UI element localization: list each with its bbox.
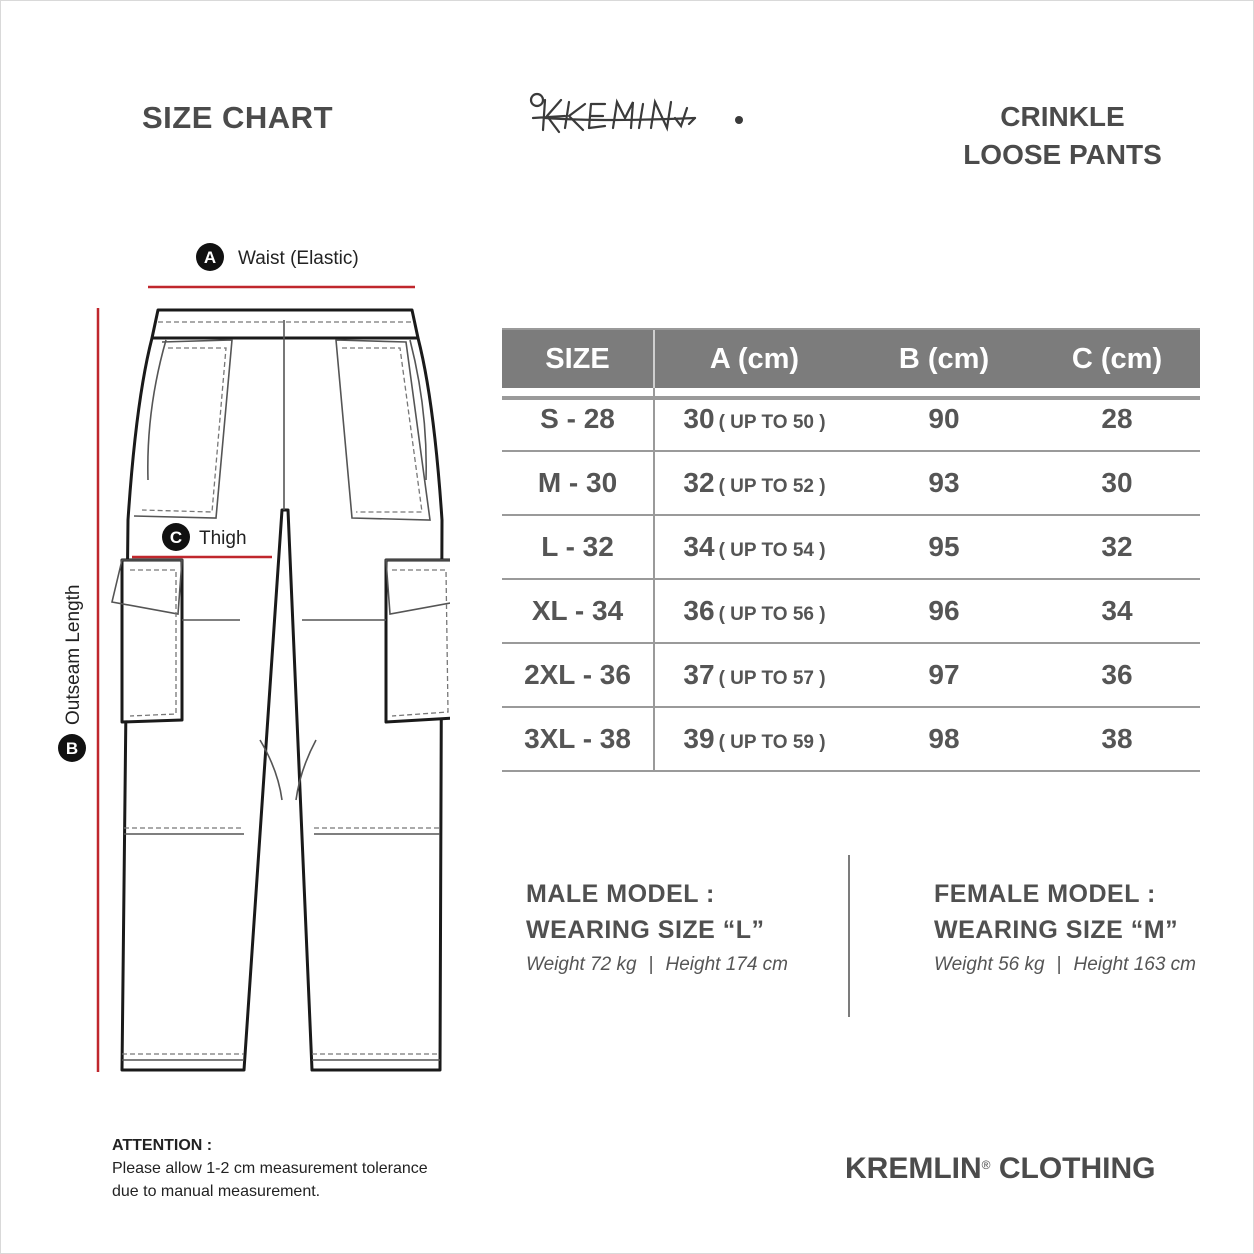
- cell-b: 96: [854, 579, 1034, 643]
- table-row: [502, 579, 1200, 643]
- product-name: [940, 98, 1185, 174]
- female-model-stats: [934, 954, 1196, 976]
- cell-a-value: 36: [683, 595, 715, 626]
- table-header-row: [502, 330, 1200, 388]
- cell-a-note: ( UP TO 56 ): [718, 604, 826, 625]
- cell-b: 98: [854, 707, 1034, 771]
- cell-size: 3XL - 38: [502, 707, 654, 771]
- header-b: B (cm): [854, 330, 1034, 388]
- cell-a: [654, 451, 854, 515]
- cell-size: L - 32: [502, 515, 654, 579]
- header-a: A (cm): [654, 330, 854, 388]
- cell-a-value: 30: [683, 403, 715, 434]
- table-row: [502, 451, 1200, 515]
- brand-name-main: KREMLIN: [845, 1152, 982, 1185]
- cell-a-note: ( UP TO 54 ): [718, 540, 826, 561]
- cell-size: M - 30: [502, 451, 654, 515]
- cell-c: 28: [1034, 388, 1200, 451]
- label-b-letter: B: [65, 739, 79, 758]
- brand-name: [845, 1152, 1156, 1186]
- cell-c: 30: [1034, 451, 1200, 515]
- label-a-letter: A: [203, 248, 217, 267]
- cell-a: [654, 643, 854, 707]
- cell-a-note: ( UP TO 57 ): [718, 668, 826, 689]
- brand-name-suffix: CLOTHING: [990, 1152, 1156, 1185]
- cell-a: [654, 515, 854, 579]
- label-c-text: Thigh: [199, 528, 247, 549]
- cell-a-note: ( UP TO 52 ): [718, 476, 826, 497]
- female-model-heading: FEMALE MODEL :: [934, 880, 1156, 908]
- cell-a-note: ( UP TO 59 ): [718, 732, 826, 753]
- female-model-info: [934, 876, 1196, 976]
- cell-c: 36: [1034, 643, 1200, 707]
- male-model-weight: Weight 72 kg: [526, 954, 637, 975]
- cell-a-value: 39: [683, 723, 715, 754]
- product-name-line1: CRINKLE: [1000, 101, 1125, 132]
- cell-b: 93: [854, 451, 1034, 515]
- cell-a-note: ( UP TO 50 ): [718, 412, 826, 433]
- attention-note: [112, 1134, 428, 1203]
- cell-size: 2XL - 36: [502, 643, 654, 707]
- label-a-text: Waist (Elastic): [238, 248, 359, 269]
- cell-a: [654, 707, 854, 771]
- cell-b: 95: [854, 515, 1034, 579]
- attention-line2: due to manual measurement.: [112, 1183, 321, 1200]
- model-divider: [848, 855, 850, 1017]
- male-model-separator: |: [648, 954, 654, 975]
- cell-size: S - 28: [502, 388, 654, 451]
- cell-b: 90: [854, 388, 1034, 451]
- label-b-text: Outseam Length: [63, 584, 84, 725]
- registered-mark: ®: [981, 1158, 991, 1172]
- female-model-weight: Weight 56 kg: [934, 954, 1045, 975]
- attention-line1: Please allow 1-2 cm measurement tolerance: [112, 1160, 428, 1177]
- female-model-separator: |: [1056, 954, 1062, 975]
- male-model-size: WEARING SIZE “L”: [526, 916, 765, 944]
- male-model-height: Height 174 cm: [665, 954, 789, 975]
- header-c: C (cm): [1034, 330, 1200, 388]
- cell-c: 38: [1034, 707, 1200, 771]
- cell-a-value: 34: [683, 531, 715, 562]
- product-name-line2: LOOSE PANTS: [963, 139, 1162, 170]
- male-model-heading: MALE MODEL :: [526, 880, 715, 908]
- cell-b: 97: [854, 643, 1034, 707]
- cell-a: [654, 579, 854, 643]
- header-size: SIZE: [502, 330, 654, 388]
- page-title: SIZE CHART: [142, 100, 333, 135]
- attention-heading: ATTENTION :: [112, 1137, 213, 1154]
- male-model-info: [526, 876, 788, 976]
- male-model-stats: [526, 954, 788, 976]
- pants-diagram: [50, 230, 450, 1110]
- brand-logo: [525, 88, 750, 143]
- table-header-rule: [502, 396, 1200, 400]
- female-model-size: WEARING SIZE “M”: [934, 916, 1179, 944]
- cell-c: 34: [1034, 579, 1200, 643]
- table-row: [502, 515, 1200, 579]
- label-c-letter: C: [169, 528, 183, 547]
- cell-a-value: 32: [683, 467, 715, 498]
- cell-c: 32: [1034, 515, 1200, 579]
- table-row: [502, 707, 1200, 771]
- cell-size: XL - 34: [502, 579, 654, 643]
- female-model-height: Height 163 cm: [1073, 954, 1197, 975]
- table-row: [502, 643, 1200, 707]
- cell-a-value: 37: [683, 659, 715, 690]
